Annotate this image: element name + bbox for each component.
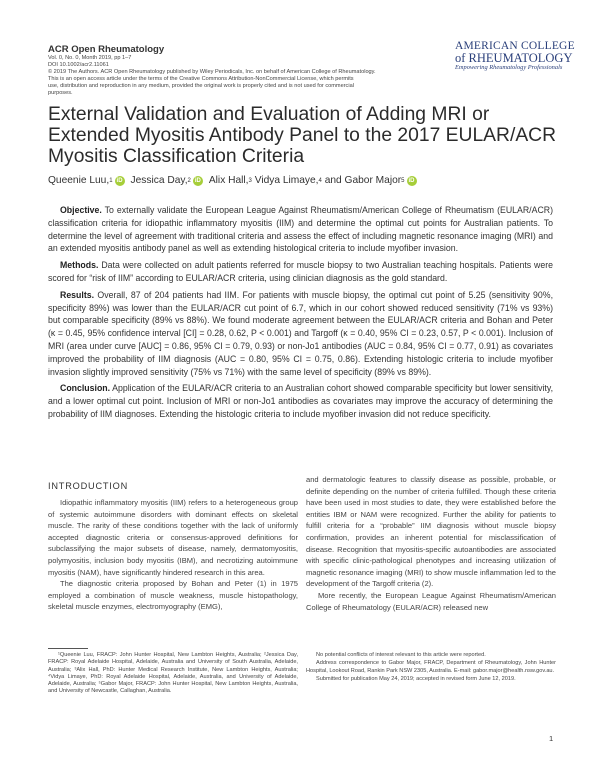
- affiliations-text: ¹Queenie Luu, FRACP: John Hunter Hospital, New Lambton Heights, Australia; ²Jessica Day, FRACP: Royal Adelaide Hospital, Adelaide, Australia and University of South Australia, Adelaide, Australia; ³Alix Hall, PhD: Hunter Medical Research Institute, New Lambton Heights, Australia; ⁴Vidya Limaye, PhD: Royal Adelaide Hospital, Adelaide, Australia, and University of Adelaide, Adelaide, Australia; ⁵Gabor Major, FRACP: John Hunter Hospital, New Lambton Heights, Australia, and University of Newcastle, Callaghan, Australia.: [48, 652, 298, 695]
- abstract-results: [48, 289, 553, 379]
- orcid-icon[interactable]: iD: [408, 177, 415, 184]
- conflict-text: No potential conflicts of interest relevant to this article were reported.: [316, 652, 486, 658]
- meta-line: © 2019 The Authors. ACR Open Rheumatology published by Wiley Periodicals, Inc. on behalf of American College of Rheumatology.: [48, 69, 376, 76]
- meta-line: purposes.: [48, 90, 73, 97]
- page-number: 1: [549, 734, 554, 743]
- results-label: Results.: [60, 289, 95, 300]
- author-list: [48, 175, 423, 186]
- meta-line: DOI 10.1002/acr2.11061: [48, 62, 109, 69]
- conclusion-text: Application of the EULAR/ACR criteria to an Australian cohort showed comparable specificity but lower sensitivity, and a lower optimal cut point. Inclusion of MRI or non-Jo1 antibodies as covariates may improve the accuracy of determining the probability of IIM diagnoses. Extending the histologic criteria to include myofiber invasion did not reduce specificity.: [48, 383, 554, 419]
- orcid-icon[interactable]: iD: [116, 177, 123, 184]
- author-affiliation: 3: [248, 177, 252, 184]
- abstract-conclusion: [48, 382, 553, 420]
- article-title: External Validation and Evaluation of Adding MRI or Extended Myositis Antibody Panel to the 2017 EULAR/ACR Myositis Classification Criteria: [48, 104, 557, 167]
- logo-line1: AMERICAN COLLEGE: [455, 40, 575, 52]
- journal-name: ACR Open Rheumatology: [48, 44, 165, 55]
- objective-label: Objective.: [60, 205, 102, 215]
- meta-line: This is an open access article under the terms of the Creative Commons Attribution-NonCommercial License, which permits: [48, 76, 354, 83]
- abstract: [48, 204, 553, 425]
- logo-tagline: Empowering Rheumatology Professionals: [455, 64, 563, 71]
- meta-line: use, distribution and reproduction in any medium, provided the original work is properly cited and is not used for commercial: [48, 83, 354, 90]
- body-paragraph: The diagnostic criteria proposed by Bohan and Peter (1) in 1975 employed a combination of muscle weakness, muscle histopathology, skeletal muscle enzymes, electromyography (EMG),: [48, 579, 298, 612]
- author-affiliation: 1: [109, 177, 113, 184]
- author-name: Vidya Limaye,: [254, 175, 319, 186]
- body-paragraph: Idiopathic inflammatory myositis (IIM) refers to a heterogeneous group of systemic autoimmune disorders with dominant effects on skeletal muscle. The rarity of these conditions together with the lack of uniformly accepted diagnostic criteria or consensus-approved definitions for subclassifying the major subsets of disease, namely, dermatomyositis, polymyositis, inclusion body myositis (IBM), and necrotizing autoimmune myositis (NAM), have significantly hindered research in this area.: [48, 498, 298, 577]
- logo-line2: of RHEUMATOLOGY: [455, 51, 573, 65]
- abstract-methods: [48, 259, 553, 285]
- meta-line: Vol. 0, No. 0, Month 2019, pp 1–7: [48, 55, 132, 61]
- abstract-objective: [48, 204, 553, 255]
- correspondence-text: Address correspondence to Gabor Major, FRACP, Department of Rheumatology, John Hunter Hospital, Lookout Road, Rankin Park NSW 2305, Australia. E-mail: gabor.major@health.nsw.gov.au.: [306, 660, 556, 674]
- body-column-left: [48, 497, 298, 613]
- orcid-icon[interactable]: iD: [194, 177, 201, 184]
- author-name: Alix Hall,: [208, 175, 249, 186]
- body-paragraph: and dermatologic features to classify disease as possible, probable, or definite depending on the number of criteria fulfilled. Though these criteria have been used in most studies to date, they were established before the entities IBM or NAM were recognized. Further the ability for patients to fulfill criteria for a “probable” IIM diagnosis without muscle biopsy confirmation, provides an inherent potential for misclassification of disease. Recognition that myositis-specific autoantibodies are associated with specific clinic-pathological phenotypes and increasing utilization of magnetic resonance imaging (MRI) to show muscle inflammation led to the development of the Targoff criteria (2).: [306, 475, 556, 589]
- submission-text: Submitted for publication May 24, 2019; accepted in revised form June 12, 2019.: [316, 675, 516, 682]
- section-heading: INTRODUCTION: [48, 481, 129, 491]
- author-name: and Gabor Major: [324, 175, 402, 186]
- author-affiliation: 4: [318, 177, 322, 184]
- methods-text: Data were collected on adult patients referred for muscle biopsy to two Australian teaching hospitals. Patients were scored for “risk of IIM” according to EULAR/ACR criteria, using clinician diagnosis as the gold standard.: [48, 260, 554, 283]
- methods-label: Methods.: [60, 260, 99, 271]
- author-name: Queenie Luu,: [48, 175, 110, 186]
- footnote-correspondence: [306, 652, 556, 684]
- author-affiliation: 2: [187, 177, 191, 184]
- author-name: Jessica Day,: [130, 175, 188, 186]
- footnote-affiliations: [48, 652, 298, 697]
- author-affiliation: 5: [401, 177, 405, 184]
- journal-meta: [48, 55, 428, 98]
- body-column-right: [306, 474, 556, 613]
- footnote-rule: [48, 648, 88, 649]
- acr-logo: [455, 40, 575, 71]
- objective-text: To externally validate the European League Against Rheumatism/American College of Rheumatism (EULAR/ACR) classification criteria for idiopathic inflammatory myositis (IIM) and determine the optimal cut points for Australian patients. To determine the level of agreement with traditional criteria and assess the effect of including magnetic resonance imaging (MRI) and an extended myositis antibody panel as well as extending histological criteria to include myofiber invasion.: [48, 205, 553, 254]
- results-text: Overall, 87 of 204 patients had IIM. For patients with muscle biopsy, the optimal cut point of 5.25 (sensitivity 90%, specificity 89%) was lower than the EULAR/ACR cut point of 6.7, which in our cohort showed reduced sensitivity (71% vs 93%) but comparable specificity (89% vs 88%). We found moderate agreement between the EULAR/ACR criteria and Bohan and Peter (κ = 0.45, 95% confidence interval [CI] = 0.28, 0.62, P < 0.001) and Targoff (κ = 0.40, 95% CI = 0.23, 0.57, P < 0.001). Inclusion of MRI (area under curve [AUC] = 0.86, 95% CI = 0.79, 0.93) or non-Jo1 antibodies (AUC = 0.84, 95% CI = 0.77, 0.91) as covariates improved the probability of IIM diagnosis (AUC = 0.80, 95% CI = 0.75, 0.86). Extending histologic criteria to include myofiber invasion slightly improved sensitivity (75% vs 71%) with the same level of specificity (89% vs 89%).: [48, 289, 553, 377]
- conclusion-label: Conclusion.: [60, 383, 111, 394]
- body-paragraph: More recently, the European League Against Rheumatism/American College of Rheumatology (EULAR/ACR) released new: [306, 590, 556, 612]
